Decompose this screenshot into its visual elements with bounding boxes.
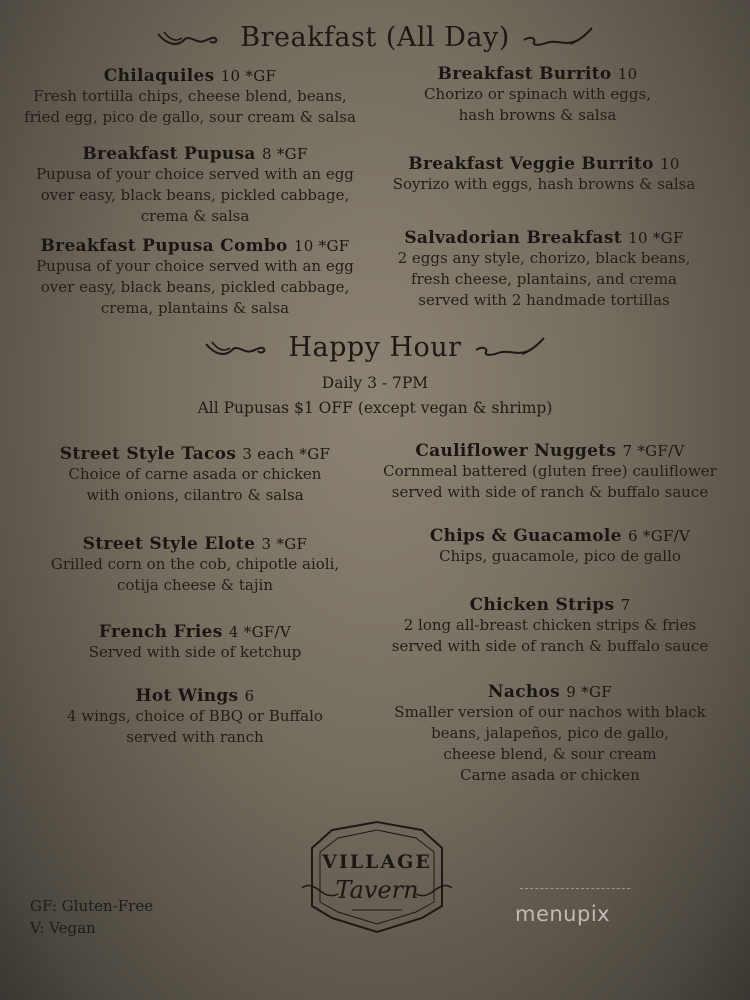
- item-name: Hot Wings: [135, 686, 239, 706]
- menu-item: [395, 526, 725, 567]
- item-desc: served with side of ranch & buffalo sauce: [391, 637, 709, 655]
- breakfast-title: [0, 22, 750, 53]
- item-desc: Grilled corn on the cob, chipotle aioli,: [50, 555, 340, 573]
- item-desc: 4 wings, choice of BBQ or Buffalo: [67, 707, 323, 725]
- item-desc: over easy, black beans, pickled cabbage,: [40, 186, 350, 204]
- item-desc: Pupusa of your choice served with an egg: [36, 257, 354, 275]
- right-flourish-icon: [520, 26, 594, 52]
- item-name: Chilaquiles: [103, 66, 215, 86]
- item-name: Breakfast Pupusa Combo: [40, 236, 288, 256]
- item-price: 10 *GF: [220, 67, 277, 85]
- right-flourish-icon: [472, 336, 546, 362]
- menu-item: [15, 144, 375, 227]
- item-name: Cauliflower Nuggets: [415, 441, 617, 461]
- logo-tavern-text: Tavern: [335, 876, 419, 904]
- item-desc: fried egg, pico de gallo, sour cream & salsa: [24, 108, 356, 126]
- item-name: Breakfast Pupusa: [82, 144, 256, 164]
- item-desc: Cornmeal battered (gluten free) cauliflower: [383, 462, 717, 480]
- menu-item: [365, 441, 735, 503]
- item-price: 10: [660, 155, 680, 173]
- item-desc: 2 eggs any style, chorizo, black beans,: [397, 249, 691, 267]
- item-desc: served with side of ranch & buffalo sauce: [391, 483, 709, 501]
- item-name: Nachos: [488, 682, 561, 702]
- item-desc: Carne asada or chicken: [460, 766, 640, 784]
- item-price: 8 *GF: [261, 145, 308, 163]
- item-price: 7: [620, 596, 631, 614]
- menu-item: [15, 686, 375, 748]
- left-flourish-icon: [156, 28, 230, 50]
- legend-gf: GF: Gluten-Free: [30, 897, 154, 915]
- item-desc: Fresh tortilla chips, cheese blend, beans,: [33, 87, 347, 105]
- item-desc: crema & salsa: [140, 207, 250, 225]
- village-tavern-logo: [292, 818, 462, 936]
- item-name: Chips & Guacamole: [429, 526, 622, 546]
- item-desc: Soyrizo with eggs, hash browns & salsa: [392, 175, 696, 193]
- item-price: 9 *GF: [566, 683, 612, 701]
- item-name: Street Style Tacos: [59, 444, 237, 464]
- item-desc: fresh cheese, plantains, and crema: [411, 270, 677, 288]
- item-price: 3 *GF: [261, 535, 308, 553]
- item-price: 10: [617, 65, 638, 83]
- menu-item: [15, 534, 375, 596]
- menu-item: [365, 64, 710, 126]
- item-desc: hash browns & salsa: [458, 106, 617, 124]
- item-desc: cheese blend, & sour cream: [443, 745, 657, 763]
- item-price: 7 *GF/V: [622, 442, 685, 460]
- item-price: 6: [244, 687, 255, 705]
- item-price: 10 *GF: [293, 237, 350, 255]
- item-desc: Chorizo or spinach with eggs,: [424, 85, 651, 103]
- item-desc: cotija cheese & tajin: [117, 576, 273, 594]
- item-desc: over easy, black beans, pickled cabbage,: [40, 278, 350, 296]
- breakfast-title-text: Breakfast (All Day): [240, 22, 510, 53]
- item-desc: served with 2 handmade tortillas: [418, 291, 670, 309]
- item-desc: with onions, cilantro & salsa: [86, 486, 304, 504]
- menu-item: [378, 154, 710, 195]
- legend: [30, 895, 153, 939]
- menu-item: [370, 595, 730, 657]
- item-name: Street Style Elote: [82, 534, 256, 554]
- menu-item: [15, 444, 375, 506]
- menu-item: [378, 228, 710, 311]
- happy-hour-special: All Pupusas $1 OFF (except vegan & shrimp): [197, 399, 553, 417]
- menu-item: [15, 236, 375, 319]
- menupix-watermark: menupix: [515, 902, 611, 926]
- item-name: Breakfast Burrito: [437, 64, 612, 84]
- item-desc: beans, jalapeños, pico de gallo,: [431, 724, 669, 742]
- item-price: 6 *GF/V: [627, 527, 691, 545]
- item-name: Breakfast Veggie Burrito: [408, 154, 654, 174]
- menu-item: [370, 682, 730, 786]
- logo-village-text: VILLAGE: [322, 851, 432, 873]
- happy-hour-title-text: Happy Hour: [288, 332, 462, 363]
- legend-v: V: Vegan: [30, 919, 96, 937]
- item-name: Chicken Strips: [469, 595, 615, 615]
- item-desc: Choice of carne asada or chicken: [68, 465, 322, 483]
- item-name: French Fries: [98, 622, 223, 642]
- happy-hour-title: [0, 332, 750, 363]
- item-desc: Served with side of ketchup: [88, 643, 302, 661]
- watermark-divider: [520, 888, 630, 889]
- happy-hour-time: Daily 3 - 7PM: [321, 374, 429, 392]
- item-price: 3 each *GF: [242, 445, 331, 463]
- item-price: 10 *GF: [628, 229, 684, 247]
- menu-item: [5, 66, 375, 128]
- item-desc: Smaller version of our nachos with black: [394, 703, 706, 721]
- item-desc: Pupusa of your choice served with an egg: [36, 165, 354, 183]
- item-desc: 2 long all-breast chicken strips & fries: [403, 616, 697, 634]
- item-name: Salvadorian Breakfast: [404, 228, 622, 248]
- item-desc: crema, plantains & salsa: [100, 299, 290, 317]
- left-flourish-icon: [204, 338, 278, 360]
- item-desc: Chips, guacamole, pico de gallo: [439, 547, 681, 565]
- menu-item: [15, 622, 375, 663]
- item-desc: served with ranch: [126, 728, 264, 746]
- item-price: 4 *GF/V: [228, 623, 292, 641]
